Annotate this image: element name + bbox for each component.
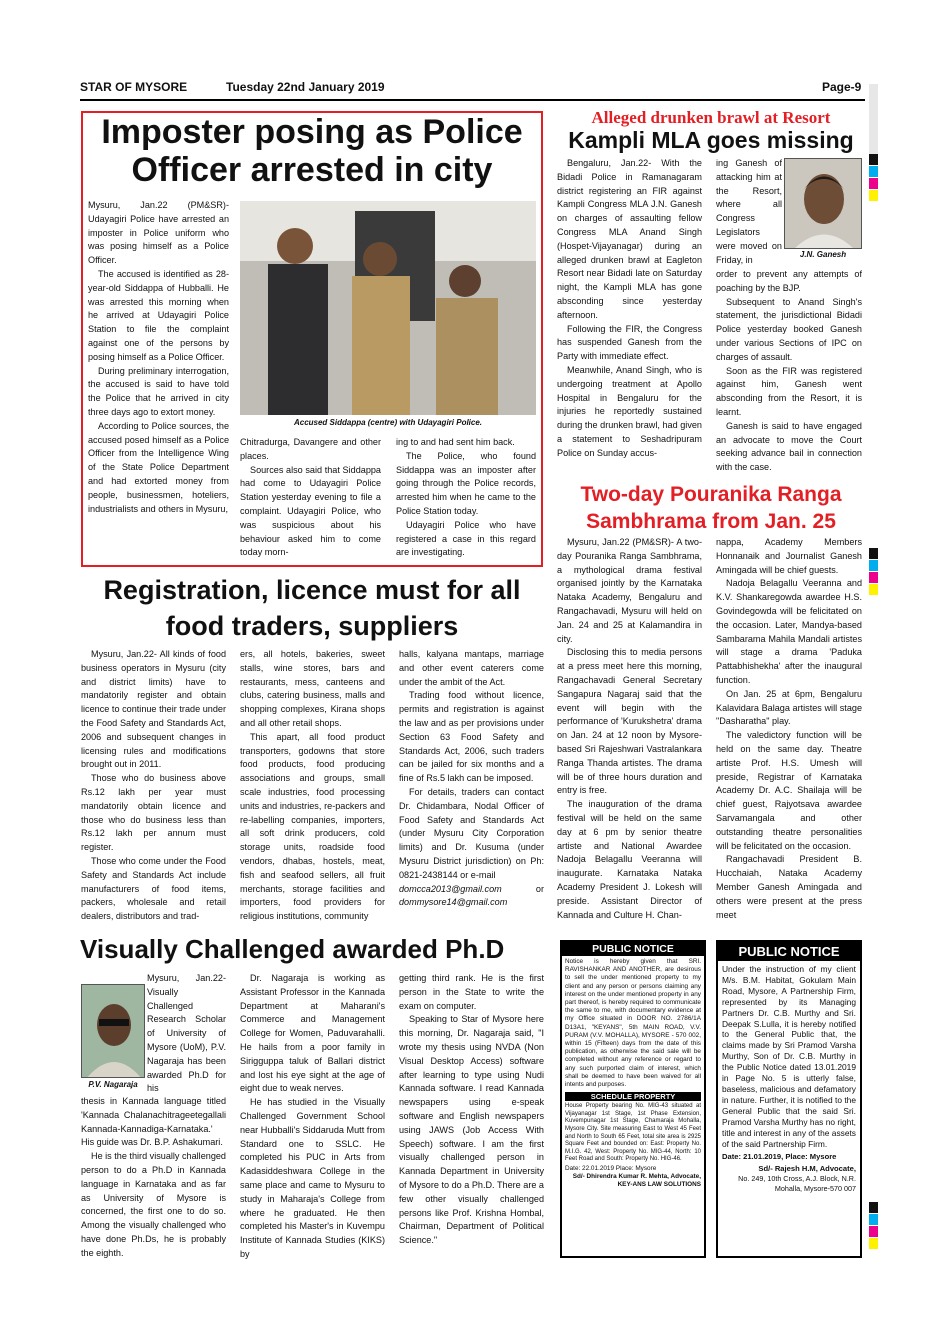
kampli-column-1 [557,157,702,479]
public-notice-1 [560,940,706,1258]
paragraph: ing Ganesh of attacking him at the Resort, where all Congress Legislators were moved on Friday, in [716,158,782,265]
paragraph: The valedictory function will be held on the same day. Theatre artiste Prof. H.S. Umesh will preside, Registrar of Karnataka Academy Dr. A.C. Shailaja will be chief guest, Rajyotsava awardee Sarvamangala and other outstanding theatre personalities will be felicitated on the occasion. [716,730,862,851]
ganesh-photo [784,158,862,249]
phd-headline: Visually Challenged awarded Ph.D [80,934,505,964]
imposter-photo-illustration [240,201,536,415]
paragraph: Rangachavadi President B. Hucchaiah, Nataka Academy Member Ganesh Amingada and others were present at the press meet [716,854,862,920]
registration-magenta [869,178,878,189]
kampli-kicker: Alleged drunken brawl at Resort [591,108,831,127]
paragraph: Meanwhile, Anand Singh, who is undergoing treatment at Apollo Hospital in Bengaluru for the injuries he reportedly sustained during the drunken brawl, had given a statement to Seshadripuram Police on Sunday accus- [557,364,702,458]
paragraph: Subsequent to Anand Singh's statement, the jurisdictional Bidadi Police yesterday booked Ganesh under various Sections of IPC on charges of assault. [716,296,862,362]
notice-2-body: Under the instruction of my client M/s. B.M. Habitat, Gokulam Main Road, Mysore, A Partnership Firm, represented by its Managing Partners Dr. C.B. Murthy and Sri. Deepak S.Lulla, it is hereby notified to the General Public that, the claims made by Sri Pramod Varsha Murthy, Son of Dr. C.B. Murthy in the Public Notice dated 13.01.2019 in Page No. 5 is utterly false, baseless, malicious and defamatory in nature. Further, it is notified to the General Public that the said Sri. Pramod Varsha Murthy has no right, title and interest in any of the assets of the said Partnership Firm. [722,964,856,1149]
contact-emails [399,883,544,911]
header-rule [80,99,865,101]
paragraph: Those who come under the Food Safety and Standards Act include manufacturers of food items, packers, wholesale and retail dealers, distributors and trad- [81,855,226,922]
phd-column-1-top [147,972,226,1094]
notice-1-schedule: House Property bearing No. MIG-43 situated at Vijayanagar 1st Stage, 1st Phase Extension, Kuvempunagar 1st Stage, Chamaraja Mohalla, Mysore City. Site measuring East to West 45 Feet and North to South 65 Feet, total site area is 2925 Square Feet and bounded on: East: Property No. M.I.G. 42, West: Property No. MIG-44, North: 10 Feet Road and South: Property No. HIG-46. [565,1103,701,1163]
imposter-column-3 [396,436,536,565]
registration-strip [869,84,878,154]
phd-column-2 [240,972,385,1270]
paragraph: Udayagiri Police who have registered a case in this regard are investigating. [396,519,536,558]
imposter-headline: Imposter posing as Police Officer arrested in city [101,113,523,190]
nagaraja-photo [81,984,145,1078]
notice-1-body: Notice is hereby given that SRI. RAVISHANKAR AND ANOTHER, are desirous to sell the under mentioned property to my client and any person or persons claiming any interest on the under mentioned property in any part thereof, is hereby required to communicate the same to me, with documentary evidence at my Office situated in DOOR NO. 2786/1A D13A1, "KEYANS", 5th MAIN ROAD, V.V. PURAM (V.V. MOHALLA), MYSORE - 570 002, within 15 (Fifteen) days from the date of this publication, as otherwise the said sale will be completed without any reference or regard to any such purported claim of interest, which shall be deemed to have been waived for all intents and purposes. [565,958,701,1089]
notice-1-firm: KEY-ANS LAW SOLUTIONS [617,1181,701,1188]
notice-1-date: Date: 22.01.2019 Place: Mysore [565,1165,657,1172]
ranga-column-1 [557,536,702,928]
registration-yellow [869,584,878,595]
registration-yellow [869,1238,878,1249]
paragraph: During preliminary interrogation, the accused is said to have told the Police that he arrived in city three days ago to extort money. [88,365,229,417]
food-column-1 [81,648,226,930]
paragraph: Mysuru, Jan.22 (PM&SR)- Udayagiri Police have arrested an imposter in Police uniform who was posing himself as a Police Officer. [88,200,229,266]
registration-cyan [869,1214,878,1225]
masthead-date: Tuesday 22nd January 2019 [226,80,385,94]
registration-black [869,154,878,165]
paragraph: The inauguration of the drama festival will be held on the same day at 6 pm by senior theatre artiste and National Awardee Nadoja Belagallu Veeranna will inaugurate. Karnataka Nataka Academy President J. Lokesh will preside. Assistant Director of Kannada and Culture H. Chan- [557,799,702,920]
ranga-column-2 [716,536,862,928]
paragraph: Ganesh is said to have engaged an advocate to move the Court seeking advance bail in connection with the case. [716,420,862,473]
paragraph: Disclosing this to media persons at a press meet here this morning, Rangachavadi General Secretary Sangapura Nagaraj said that the event will begin with the performance of 'Kurukshetra' drama on Jan. 24 at 12 noon by Mysore-based Sri Rajeshwari Vastralankara Ranga Thanda artistes. The drama will be of three hours duration and entry is free. [557,647,702,796]
kampli-column-2-top [716,157,782,269]
imposter-photo [240,201,536,415]
paragraph: Speaking to Star of Mysore here this morning, Dr. Nagaraja said, "I wrote my thesis using NVDA (Non Visual Desktop Access) software after learning to type using Nudi Kannada software. I read Kannada newspapers using e-speak software and English newspapers using JAWS (Job Access With Speech) software. I am the first visually challenged person in Kannada Department in University of Mysore to do a Ph.D. There are a few other visually challenged persons like Prof. Krishna Hombal, Chairman, Department of Political Science." [399,1014,544,1246]
email-or: or [535,883,544,894]
notice-2-signature: Sd/- Rajesh H.M, Advocate, [758,1164,856,1174]
notice-2-title: PUBLIC NOTICE [718,942,860,961]
registration-black [869,548,878,559]
paragraph: Following the FIR, the Congress has suspended Ganesh from the Party with immediate effect. [557,323,702,362]
paragraph: The Police, who found Siddappa was an imposter after going through the Police records, arrested him when he came to the Police Station today. [396,450,536,516]
email-link-2[interactable]: dommysore14@gmail.com [399,897,508,908]
paragraph: He has studied in the Visually Challenged Government School near Hubballi's Siddaruda Mutt from Standard one to SSLC. He completed his PUC in Arts from Kadasiddeshwara College in the same place and came to Mysuru to study in Maharaja's College from where he graduated. He then completed his Master's in Kuvempu Institute of Kannada Studies (KIKS) by [240,1097,385,1259]
page-number: Page-9 [822,80,862,94]
paragraph: Mysuru, Jan.22 (PM&SR)- A two-day Pouranika Ranga Sambhrama, a mythological drama festival organised jointly by the Karnataka Nataka Academy, Bengaluru and Rangachavadi, Mysuru will held on Jan. 24 and 25 at Kalamandira in city. [557,537,702,644]
paragraph: For details, traders can contact Dr. Chidambara, Nodal Officer of Food Safety and Standards Act (under Mysuru City Corporation limits) and Dr. Kusuma (under Mysuru District jurisdiction) on Ph: 0821-2438144 or e-mail [399,786,544,880]
paragraph: ers, all hotels, bakeries, sweet stalls, wine stores, bars and restaurants, mess, canteens and clubs, catering business, malls and shopping complexes, Kirana shops and all other retail shops. [240,649,385,728]
paragraph: Chitradurga, Davangere and other places. [240,437,381,461]
imposter-column-2 [240,436,381,565]
registration-yellow [869,190,878,201]
paragraph: According to Police sources, the accused posed himself as a Police Officer from the Intelligence Wing of the State Police Department and had extorted money from people, businessmen, hoteliers, industrialists and others in Mysuru, [88,420,229,514]
paragraph: ing to and had sent him back. [396,437,515,447]
notice-1-title: PUBLIC NOTICE [562,942,704,956]
food-column-2 [240,648,385,930]
ranga-headline: Two-day Pouranika Ranga Sambhrama from Jan. 25 [580,483,842,533]
paragraph: Trading food without licence, permits and registration is against the law and as per provisions under Section 63 Food Safety and Standards Act, 2006, such traders can be jailed for six months and a fine of Rs.5 lakh can be imposed. [399,690,544,784]
notice-2-address: No. 249, 10th Cross, A.J. Block, N.R. Mohalla, Mysore-570 007 [738,1174,856,1193]
food-column-3 [399,648,544,930]
phd-column-3 [399,972,544,1270]
kampli-column-2 [716,268,862,480]
imposter-column-1 [88,199,229,565]
ganesh-portrait [785,159,862,249]
paragraph: order to prevent any attempts of poaching by the BJP. [716,269,862,293]
registration-magenta [869,572,878,583]
notice-1-schedule-title: SCHEDULE PROPERTY [565,1092,701,1101]
paragraph: thesis in Kannada language titled 'Kannada Chalanachitrageetegallali Kannada-Kannadiga-Karnataka.' His guide was Dr. B.P. Ashakumari. [81,1096,226,1148]
paragraph: Bengaluru, Jan.22- With the Bidadi Police in Ramanagaram district registering an FIR against Kampli Congress MLA J.N. Ganesh on charges of assaulting fellow Congress MLA Anand Singh (Hospet-Vijayanagar) during an alleged drunken brawl at Eagleton Resort near Bidadi late on Saturday night, the Kampli MLA has gone absconding since yesterday afternoon. [557,158,702,320]
registration-cyan [869,560,878,571]
registration-cyan [869,166,878,177]
paragraph: On Jan. 25 at 6pm, Bengaluru Kalavidara Balaga artistes will stage "Dasharatha" play. [716,688,862,727]
paragraph: This apart, all food product transporters, godowns that store food products, food producing associations and groups, small scale industries, food processing units and industries, re-packers and re-labelling companies, importers, all soft drink producers, cold storage units, roadside food vendors, dhabas, hostels, meat, fish and seafood sellers, all fruit merchants, storage facilities and importers, food providers for religious institutions, community [240,731,385,922]
nagaraja-photo-caption: P.V. Nagaraja [88,1080,138,1089]
paragraph: getting third rank. He is the first person in the State to write the exam on computer. [399,973,544,1011]
paragraph: The accused is identified as 28-year-old Siddappa of Hubballi. He was arrested this morning when he arrived at Udayagiri Police Station to file the complaint against one of the persons by posing himself as a Police Officer. [88,268,229,362]
registration-magenta [869,1226,878,1237]
notice-1-signature: Sd/- Dhirendra Kumar R. Mehta, Advocate, [572,1173,701,1180]
paragraph: Mysuru, Jan.22- All kinds of food business operators in Mysuru (city and district limits) have to mandatorily register and obtain licence to continue their trade under the Food Safety and Standards Act, 2006 and subsequent changes in licensing rules and modifications brought out in 2011. [81,649,226,770]
public-notice-2 [716,940,862,1258]
registration-black [869,1202,878,1213]
notice-2-date: Date: 21.01.2019, Place: Mysore [722,1152,837,1162]
paragraph: halls, kalyana mantaps, marriage and other event caterers come under the ambit of the Act. [399,649,544,687]
imposter-photo-caption: Accused Siddappa (centre) with Udayagiri Police. [293,418,483,427]
paragraph: He is the third visually challenged person to do a Ph.D in Kannada language in Karnataka and as far as University of Mysore is concerned, the first one to do so. Among the visually challenged who have done Ph.Ds, he is probably the eighth. [81,1151,226,1258]
masthead-paper-name: STAR OF MYSORE [80,80,188,94]
ganesh-photo-caption: J.N. Ganesh [799,250,847,259]
paragraph: Sources also said that Siddappa had come to Udayagiri Police Station yesterday evening to file a complaint. Udayagiri Police, who was suspicious about his behaviour asked him to come today morn- [240,464,381,558]
email-link-1[interactable]: domcca2013@gmail.com [399,883,502,894]
paragraph: Nadoja Belagallu Veeranna and K.V. Shankaregowda awardee H.S. Govindegowda will be felicitated on the occasion. Later, Mandya-based Sambarama Mahila Mandali artistes will stage a drama 'Paduka Pattabhishekha' after the inaugural function. [716,578,862,685]
phd-column-1 [81,1095,226,1271]
paragraph: Soon as the FIR was registered against him, Ganesh went absconding from the Resort, it is learnt. [716,365,862,417]
paragraph: nappa, Academy Members Honnanaik and Journalist Ganesh Amingada will be chief guests. [716,537,862,575]
paragraph: Those who do business above Rs.12 lakh per year must mandatorily obtain licence and those who do business less than Rs.12 lakh per annum must register. [81,773,226,853]
kampli-headline: Kampli MLA goes missing [568,127,854,153]
food-headline: Registration, licence must for all food traders, suppliers [103,575,521,641]
paragraph: Mysuru, Jan.22- Visually Challenged Research Scholar of University of Mysore (UoM), P.V. Nagaraja has been awarded Ph.D for his [147,973,226,1094]
nagaraja-portrait [82,985,145,1078]
paragraph: Dr. Nagaraja is working as Assistant Professor in the Kannada Department at Maharani's Commerce and Management College for Women, Paduvarahalli. He hails from a poor family in Sirigguppa taluk of Ballari district and lost his eye sight at the age of eight due to weak nerves. [240,973,385,1094]
